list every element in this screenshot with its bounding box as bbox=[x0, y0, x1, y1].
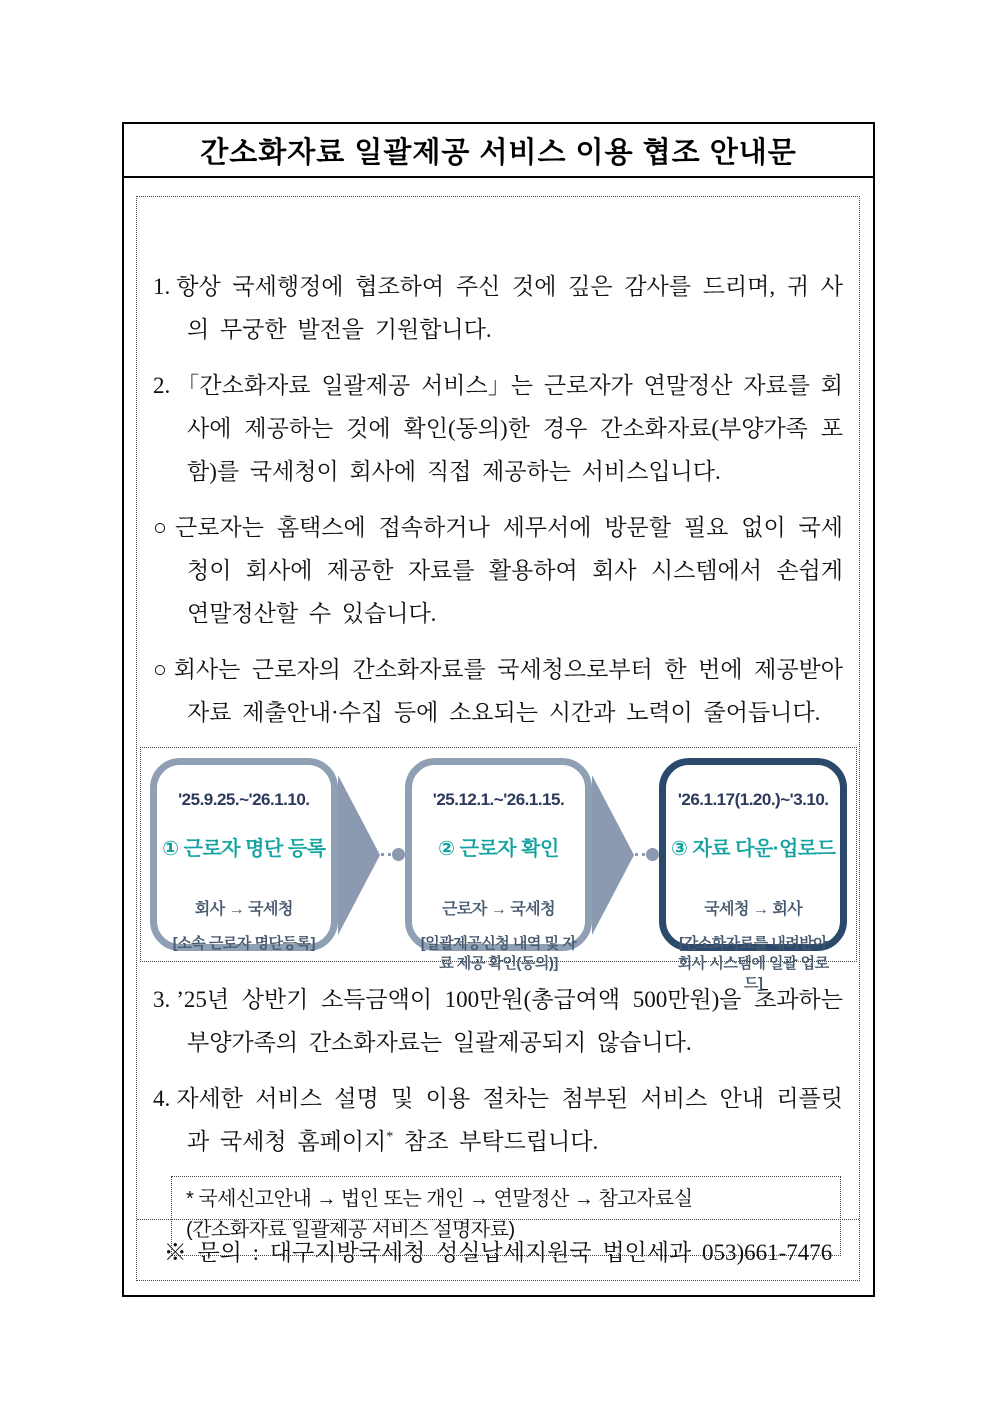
step-3-title: ③ 자료 다운·업로드 bbox=[670, 838, 836, 860]
item-3-text: ’25년 상반기 소득금액이 100만원(총급여액 500만원)을 초과하는 부양가족의 간소화자료는 일괄제공되지 않습니다. bbox=[176, 987, 843, 1055]
footnote-line-2: (간소화자료 일괄제공 서비스 설명자료) bbox=[186, 1219, 515, 1241]
step-3-period: '26.1.17(1.20.)~'3.10. bbox=[677, 790, 829, 809]
notice-bullet-1 bbox=[153, 506, 843, 635]
footnote-line-1: * 국세신고안내 → 법인 또는 개인 → 연말정산 → 참고자료실 bbox=[186, 1188, 693, 1210]
item-2-number: 2. bbox=[153, 373, 171, 398]
item-3-number: 3. bbox=[153, 987, 171, 1012]
document-content bbox=[137, 197, 859, 1256]
arrow-end-dot bbox=[392, 848, 405, 861]
step-1-title: ① 근로자 명단 등록 bbox=[162, 838, 326, 860]
notice-item-4 bbox=[153, 1077, 843, 1163]
step-2-period: '25.12.1.~'26.1.15. bbox=[432, 790, 565, 809]
bullet-2-marker: ○ bbox=[153, 657, 168, 682]
step-3-flow: 국세청 → 회사 bbox=[704, 901, 803, 918]
step-2-flow: 근로자 → 국세청 bbox=[441, 901, 556, 918]
flow-arrow-icon bbox=[592, 775, 659, 935]
document-body bbox=[136, 196, 860, 1281]
step-2-title: ② 근로자 확인 bbox=[438, 838, 559, 860]
step-3-detail: [간소화자료를 내려받아 회사 시스템에 일괄 업로드] bbox=[677, 935, 829, 992]
step-1-flow: 회사 → 국세청 bbox=[194, 901, 293, 918]
arrow-triangle-icon bbox=[592, 775, 634, 935]
arrow-dotted-trail bbox=[381, 853, 391, 856]
item-4-number: 4. bbox=[153, 1086, 171, 1111]
bullet-2-text: 회사는 근로자의 간소화자료를 국세청으로부터 한 번에 제공받아 자료 제출안내·수집 등에 소요되는 시간과 노력이 줄어듭니다. bbox=[173, 657, 843, 725]
notice-document bbox=[122, 122, 875, 1297]
arrow-dotted-trail bbox=[635, 853, 645, 856]
notice-item-2 bbox=[153, 364, 843, 493]
step-2-detail: [일괄제공신청 내역 및 자료 제공 확인(동의)] bbox=[420, 935, 577, 972]
process-flow-diagram bbox=[140, 747, 857, 992]
flow-step-worker-list-registration bbox=[150, 758, 338, 951]
notice-item-1 bbox=[153, 265, 843, 351]
notice-item-3 bbox=[153, 978, 843, 1064]
document-title: 간소화자료 일괄제공 서비스 이용 협조 안내문 bbox=[124, 124, 873, 178]
flow-arrow-icon bbox=[338, 775, 405, 935]
footnote-asterisk: * bbox=[386, 1129, 394, 1145]
notice-bullet-2 bbox=[153, 648, 843, 734]
item-1-number: 1. bbox=[153, 274, 171, 299]
arrow-end-dot bbox=[646, 848, 659, 861]
arrow-triangle-icon bbox=[338, 775, 380, 935]
item-4-text: 자세한 서비스 설명 및 이용 절차는 첨부된 서비스 안내 리플릿과 국세청 홈페이지 bbox=[176, 1086, 843, 1154]
step-1-period: '25.9.25.~'26.1.10. bbox=[178, 790, 310, 809]
contact-info: ※ 문의 : 대구지방국세청 성실납세지원국 법인세과 053)661-7476 bbox=[137, 1219, 859, 1280]
flow-step-data-download-upload bbox=[659, 758, 847, 992]
bullet-1-text: 근로자는 홈택스에 접속하거나 세무서에 방문할 필요 없이 국세청이 회사에 제공한 자료를 활용하여 회사 시스템에서 손쉽게 연말정산할 수 있습니다. bbox=[175, 515, 843, 626]
step-1-detail: [소속 근로자 명단등록] bbox=[172, 935, 315, 952]
flow-step-worker-confirmation bbox=[405, 758, 593, 972]
bullet-1-marker: ○ bbox=[153, 515, 170, 540]
item-2-text: 「간소화자료 일괄제공 서비스」는 근로자가 연말정산 자료를 회사에 제공하는 것에 확인(동의)한 경우 간소화자료(부양가족 포함)를 국세청이 회사에 직접 제공하는 서비스입니다. bbox=[176, 373, 843, 484]
item-4-text-tail: 참조 부탁드립니다. bbox=[404, 1129, 599, 1154]
item-1-text: 항상 국세행정에 협조하여 주신 것에 깊은 감사를 드리며, 귀 사의 무궁한 발전을 기원합니다. bbox=[176, 274, 843, 342]
